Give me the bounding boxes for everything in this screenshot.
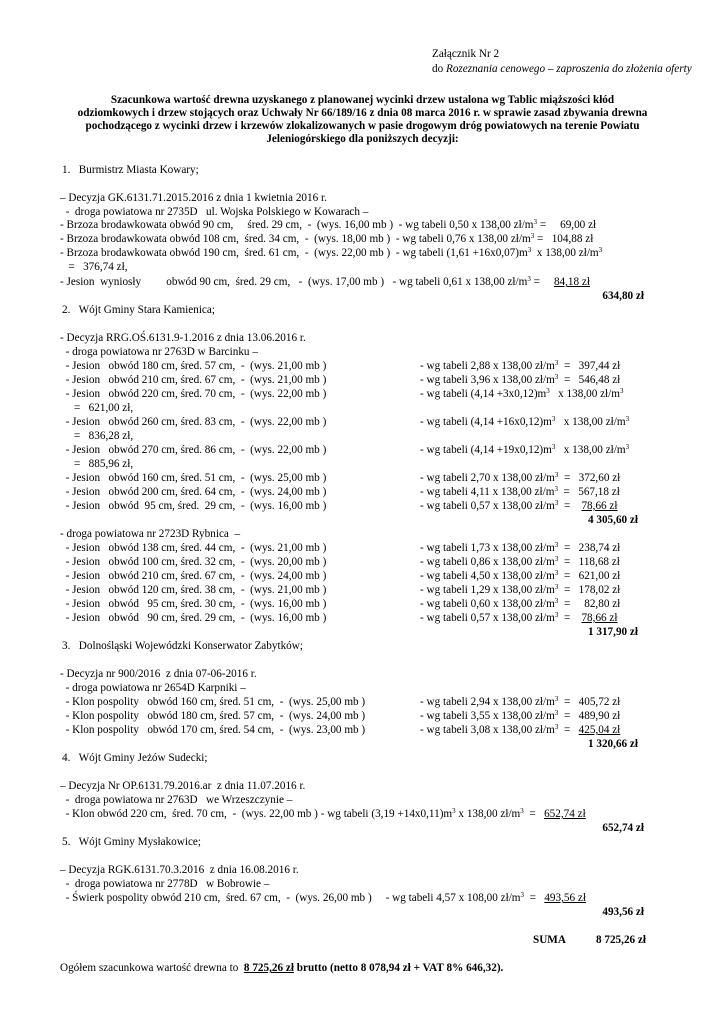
title-line-1: Szacunkowa wartość drewna uzyskanego z planowanej wycinki drzew ustalona wg Tablic miąższości kłód [110,94,615,106]
s3-row-1: - Klon pospolity obwód 160 cm, śred. 51 cm, - (wys. 25,00 mb ) [60,696,366,708]
title-line-4: Jeleniogórskiego dla poniższych decyzji: [266,133,459,145]
s2-row-12: - Jesion obwód 120 cm, śred. 38 cm, - (wys. 21,00 mb ) [60,584,327,596]
s1-row-4: - Jesion wyniosły obwód 90 cm, śred. 29 cm, - (wys. 17,00 mb ) - wg tabeli 0,61 x 138,00 $zł/m^3$ = 84,18 zł [60,275,590,288]
s2-row-3-cont: = 621,00 zł, [60,402,134,414]
s3-decision: - Decyzja nr 900/2016 z dnia 07-06-2016 r. [60,668,257,680]
s3-row-2-calc: - wg tabeli 3,55 x 138,00 $zł/m^3 = 489,90$ zł [420,709,621,722]
s2-row-11: - Jesion obwód 210 cm, śred. 67 cm, - (wys. 24,00 mb ) [60,570,327,582]
total-summary: Ogółem szacunkowa wartość drewna to 8 725,26 zł brutto (netto 8 078,94 zł + VAT 8% 646,32). [60,962,504,974]
s3-row-3-calc: - wg tabeli 3,08 x 138,00 $zł/m^3 = 425,04$ zł [420,723,621,736]
s2-row-4-calc: - wg tabeli $(4,14 +16x0,12)m^3$ x 138,00 $zł/m^3$ [420,415,630,428]
s1-road: - droga powiatowa nr 2735D ul. Wojska Polskiego w Kowarach – [60,206,369,218]
s2-row-2-calc: - wg tabeli 3,96 x 138,00 $zł/m^3 = 546,48$ zł [420,373,621,386]
title-line-2: odziomkowych i drzew stojących oraz Uchwały Nr 66/189/16 z dnia 08 marca 2016 r. w sprawie zasad zbywania drewna [77,107,648,119]
s3-road: - droga powiatowa nr 2654D Karpniki – [60,682,246,694]
s1-row-2: - Brzoza brodawkowata obwód 108 cm, śred. 34 cm, - (wys. 18,00 mb ) - wg tabeli 0,76 x 138,00 $zł/m^3 = 104,88$ zł [60,232,594,245]
s2-row-7-calc: - wg tabeli 4,11 x 138,00 $zł/m^3 = 567,18$ zł [420,485,620,498]
s5-decision: – Decyzja RGK.6131.70.3.2016 z dnia 16.08.2016 r. [60,864,299,876]
title-line-3: pochodzącego z wycinki drzew i krzewów zlokalizowanych w pasie drogowym dróg powiatowych na terenie Powiatu [85,120,640,132]
s5-total: 493,56 zł [602,906,644,918]
s5-road: - droga powiatowa nr 2778D w Bobrowie – [60,878,270,890]
s2-row-1: - Jesion obwód 180 cm, śred. 57 cm, - (wys. 21,00 mb ) [60,360,327,372]
s2-row-10-calc: - wg tabeli 0,86 x 138,00 $zł/m^3 = 118,68$ zł [420,555,620,568]
s2-row-6-calc: - wg tabeli 2,70 x 138,00 $zł/m^3 = 372,60$ zł [420,471,621,484]
s2-total-1: 4 305,60 zł [587,514,638,526]
s2-row-4-cont: = 836,28 zł, [60,430,134,442]
s4-road: - droga powiatowa nr 2763D we Wrzeszczynie – [60,794,293,806]
s2-row-3: - Jesion obwód 220 cm, śred. 70 cm, - (wys. 22,00 mb ) [60,388,327,400]
s2-road-1: - droga powiatowa nr 2763D w Barcinku – [60,346,258,358]
s2-row-6: - Jesion obwód 160 cm, śred. 51 cm, - (wys. 25,00 mb ) [60,472,327,484]
s2-row-2: - Jesion obwód 210 cm, śred. 67 cm, - (wys. 21,00 mb ) [60,374,327,386]
s2-row-14-calc: - wg tabeli 0,57 x 138,00 $zł/m^3$ = 78,66 zł [420,611,618,624]
s2-row-8-calc: - wg tabeli 0,57 x 138,00 $zł/m^3$ = 78,66 zł [420,499,618,512]
s2-row-9: - Jesion obwód 138 cm, śred. 44 cm, - (wys. 21,00 mb ) [60,542,327,554]
s2-total-2: 1 317,90 zł [587,626,638,638]
s2-row-5: - Jesion obwód 270 cm, śred. 86 cm, - (wys. 22,00 mb ) [60,444,327,456]
section-3-heading: 3. Dolnośląski Wojewódzki Konserwator Zabytków; [62,640,303,652]
s4-decision: – Decyzja Nr OP.6131.79.2016.ar z dnia 11.07.2016 r. [60,780,306,792]
s3-row-1-calc: - wg tabeli 2,94 x 138,00 $zł/m^3 = 405,72$ zł [420,695,621,708]
s2-row-13: - Jesion obwód 95 cm, śred. 30 cm, - (wys. 16,00 mb ) [60,598,327,610]
s2-decision: - Decyzja RRG.OŚ.6131.9-1.2016 z dnia 13.06.2016 r. [60,332,306,344]
section-1-heading: 1. Burmistrz Miasta Kowary; [62,164,199,176]
s1-row-3: - Brzoza brodawkowata obwód 190 cm, śred. 61 cm, - (wys. 22,00 mb ) - wg tabeli $(1,61 +16x0,07)m^3$ x 138,00 $zł/m^3$ [60,246,603,259]
s2-row-1-calc: - wg tabeli 2,88 x 138,00 $zł/m^3 = 397,44$ zł [420,359,621,372]
s3-total: 1 320,66 zł [587,738,638,750]
s2-row-4: - Jesion obwód 260 cm, śred. 83 cm, - (wys. 22,00 mb ) [60,416,327,428]
attachment-label: Załącznik Nr 2 [432,48,500,60]
s2-row-14: - Jesion obwód 90 cm, śred. 29 cm, - (wys. 16,00 mb ) [60,612,327,624]
s1-row-1: - Brzoza brodawkowata obwód 90 cm, śred. 29 cm, - (wys. 16,00 mb ) - wg tabeli 0,50 x 138,00 $zł/m^3$ = 69,00 zł [60,218,597,231]
s3-row-3: - Klon pospolity obwód 170 cm, śred. 54 cm, - (wys. 23,00 mb ) [60,724,366,736]
attachment-subtitle: do Rozeznania cenowego – zaproszenia do złożenia oferty [432,63,692,75]
s2-road-2: - droga powiatowa nr 2723D Rybnica – [60,528,241,540]
s2-row-11-calc: - wg tabeli 4,50 x 138,00 $zł/m^3 = 621,00$ zł [420,569,621,582]
s3-row-2: - Klon pospolity obwód 180 cm, śred. 57 cm, - (wys. 24,00 mb ) [60,710,366,722]
suma-value: 8 725,26 zł [595,934,646,946]
s4-row-1: - Klon obwód 220 cm, śred. 70 cm, - (wys. 22,00 mb ) - wg tabeli $(3,19 +14x0,11)m^3$ x 138,00 $zł/m^3 = 652,74$ zł [60,807,586,820]
s5-row-1: - Świerk pospolity obwód 210 cm, śred. 67 cm, - (wys. 26,00 mb ) - wg tabeli 4,57 x 108,00 $zł/m^3 = 493,56$ zł [60,891,586,904]
s2-row-12-calc: - wg tabeli 1,29 x 138,00 $zł/m^3 = 178,02$ zł [420,583,621,596]
section-4-heading: 4. Wójt Gminy Jeżów Sudecki; [62,752,208,764]
s2-row-3-calc: - wg tabeli $(4,14 +3x0,12)m^3$ x 138,00 $zł/m^3$ [420,387,624,400]
section-5-heading: 5. Wójt Gminy Mysłakowice; [62,836,202,848]
section-2-heading: 2. Wójt Gminy Stara Kamienica; [62,304,215,316]
s2-row-5-calc: - wg tabeli $(4,14 +19x0,12)m^3$ x 138,00 $zł/m^3$ [420,443,630,456]
s1-decision: – Decyzja GK.6131.71.2015.2016 z dnia 1 kwietnia 2016 r. [60,192,327,204]
s2-row-7: - Jesion obwód 200 cm, śred. 64 cm, - (wys. 24,00 mb ) [60,486,327,498]
s2-row-8: - Jesion obwód 95 cm, śred. 29 cm, - (wys. 16,00 mb ) [60,500,327,512]
s1-total: 634,80 zł [602,290,644,302]
s2-row-5-cont: = 885,96 zł, [60,458,134,470]
s2-row-13-calc: - wg tabeli 0,60 x 138,00 $zł/m^3$ = 82,80 zł [420,597,621,610]
s2-row-9-calc: - wg tabeli 1,73 x 138,00 $zł/m^3 = 238,74$ zł [420,541,621,554]
suma-label: SUMA [533,934,566,946]
s1-row-3-cont: = 376,74 zł, [60,261,128,273]
s2-row-10: - Jesion obwód 100 cm, śred. 32 cm, - (wys. 20,00 mb ) [60,556,327,568]
s4-total: 652,74 zł [602,822,644,834]
